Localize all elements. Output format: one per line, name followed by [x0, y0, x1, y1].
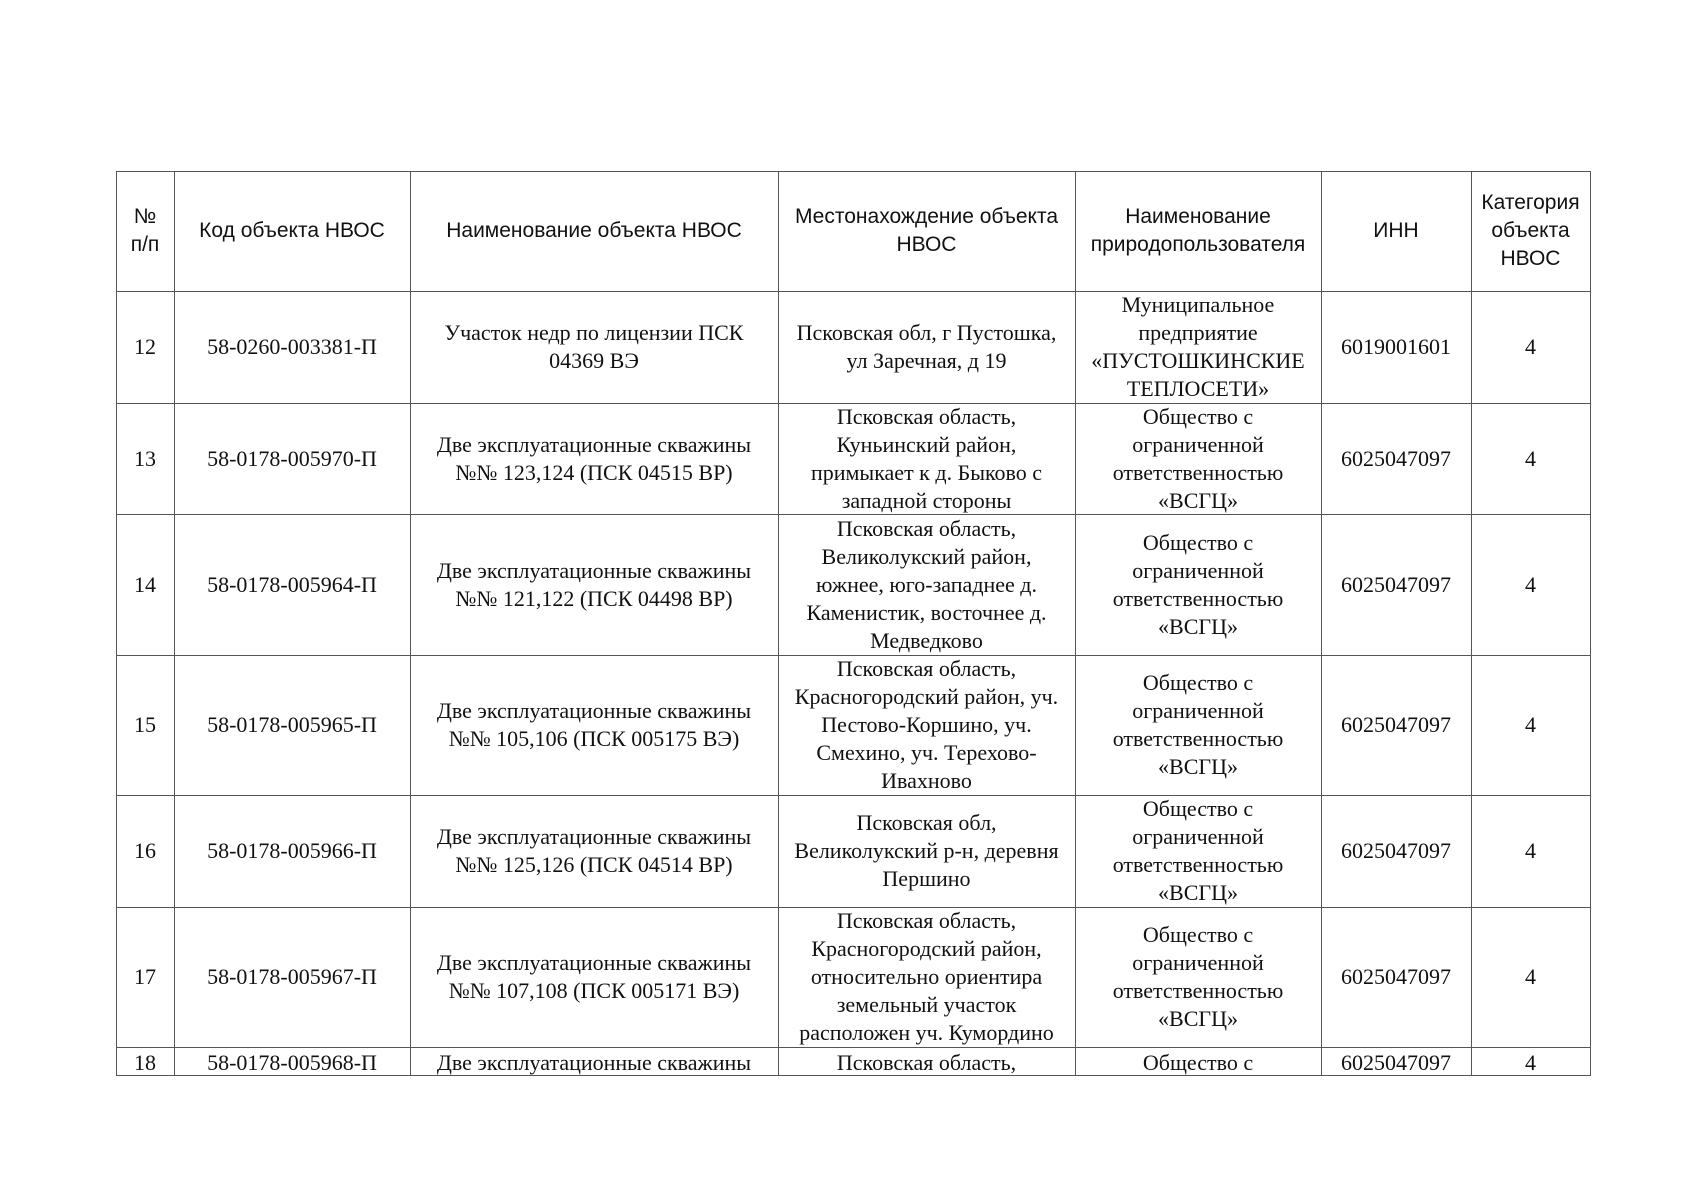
cell-user-line: ответственностью — [1112, 852, 1284, 877]
cell-location-line: Куньинский район, — [836, 431, 1017, 457]
cell-code-line: 58-0178-005964-П — [207, 571, 377, 597]
table-row-border — [116, 795, 1591, 796]
cell-code-line: 58-0178-005965-П — [207, 712, 377, 737]
cell-user — [1075, 514, 1321, 655]
cell-inn — [1321, 795, 1471, 907]
table-column-border — [174, 171, 175, 1076]
cell-user-line: Общество с — [1142, 670, 1254, 695]
cell-location-line: западной стороны — [841, 487, 1012, 513]
table-column-border — [1590, 171, 1591, 1076]
cell-category — [1471, 514, 1590, 655]
cell-user-line: «ВСГЦ» — [1158, 613, 1238, 639]
header-category — [1471, 171, 1590, 291]
header-code-line: Код объекта НВОС — [199, 219, 385, 242]
table-column-border — [116, 171, 117, 1076]
cell-code — [174, 795, 410, 907]
cell-object-name — [410, 1047, 778, 1075]
header-inn-line: ИНН — [1373, 219, 1419, 242]
cell-inn — [1321, 655, 1471, 795]
cell-user-line: предприятие — [1138, 320, 1258, 345]
cell-location-line: Медведково — [870, 627, 983, 653]
cell-location — [778, 795, 1075, 907]
cell-user-line: ТЕПЛОСЕТИ» — [1126, 376, 1270, 401]
cell-location-line: южнее, юго-западнее д. — [815, 571, 1038, 597]
cell-category — [1471, 907, 1590, 1047]
cell-user-line: «ВСГЦ» — [1158, 1006, 1238, 1031]
cell-user-line: ответственностью — [1112, 978, 1284, 1003]
cell-object-name — [410, 291, 778, 403]
cell-location-line: Псковская обл, г Пустошка, — [796, 320, 1057, 345]
cell-number — [116, 795, 174, 907]
cell-user — [1075, 907, 1321, 1047]
cell-location — [778, 291, 1075, 403]
cell-user-line: Общество с — [1142, 403, 1254, 429]
cell-user-line: ограниченной — [1132, 824, 1264, 849]
table-column-border — [1471, 171, 1472, 1076]
cell-inn-line: 6025047097 — [1341, 838, 1451, 863]
cell-user-line: Общество с — [1142, 529, 1254, 555]
cell-location-line: Ивахново — [881, 768, 972, 793]
cell-user — [1075, 1047, 1321, 1075]
table-row-border — [116, 403, 1591, 404]
header-user — [1075, 171, 1321, 291]
cell-object-name — [410, 795, 778, 907]
cell-user-line: «ВСГЦ» — [1158, 754, 1238, 779]
cell-location-line: Великолукский район, — [821, 543, 1032, 569]
cell-number-line: 18 — [134, 1050, 156, 1075]
cell-number — [116, 1047, 174, 1075]
cell-user-line: ограниченной — [1132, 431, 1264, 457]
cell-location-line: ул Заречная, д 19 — [846, 348, 1007, 373]
header-code — [174, 171, 410, 291]
cell-user-line: Общество с — [1142, 796, 1254, 821]
cell-user — [1075, 655, 1321, 795]
cell-number — [116, 403, 174, 514]
cell-inn — [1321, 403, 1471, 514]
table-row-border — [116, 291, 1591, 292]
header-category-line: Категория — [1481, 191, 1580, 214]
cell-inn-line: 6025047097 — [1341, 445, 1451, 471]
cell-user-line: «ВСГЦ» — [1158, 487, 1238, 513]
header-number-line: № — [133, 205, 157, 228]
cell-object-name-line: Две эксплуатационные скважины — [436, 431, 752, 457]
cell-object-name — [410, 907, 778, 1047]
cell-number-line: 16 — [134, 838, 156, 863]
cell-location-line: относительно ориентира — [810, 964, 1043, 989]
cell-user — [1075, 291, 1321, 403]
cell-location-line: примыкает к д. Быково с — [810, 459, 1043, 485]
cell-category — [1471, 403, 1590, 514]
cell-code — [174, 291, 410, 403]
table-row-border — [116, 655, 1591, 656]
table-row-border — [116, 907, 1591, 908]
cell-location — [778, 907, 1075, 1047]
cell-inn-line: 6025047097 — [1341, 712, 1451, 737]
cell-object-name-line: Участок недр по лицензии ПСК — [444, 320, 744, 345]
cell-location — [778, 1047, 1075, 1075]
cell-location-line: Пестово-Коршино, уч. — [821, 712, 1032, 737]
cell-category — [1471, 795, 1590, 907]
cell-inn-line: 6025047097 — [1341, 964, 1451, 989]
cell-number-line: 15 — [134, 712, 156, 737]
cell-user — [1075, 403, 1321, 514]
cell-location-line: Псковская область, — [836, 515, 1017, 541]
table-row-border — [116, 1075, 1591, 1076]
cell-number — [116, 655, 174, 795]
cell-category — [1471, 655, 1590, 795]
table-column-border — [1321, 171, 1322, 1076]
cell-user-line: «ПУСТОШКИНСКИЕ — [1091, 348, 1305, 373]
cell-user — [1075, 795, 1321, 907]
cell-object-name-line: 04369 ВЭ — [549, 348, 639, 373]
header-inn — [1321, 171, 1471, 291]
cell-location-line: Першино — [882, 866, 971, 891]
cell-number — [116, 291, 174, 403]
cell-location-line: Красногородский район, уч. — [794, 684, 1059, 709]
cell-object-name-line: Две эксплуатационные скважины — [436, 557, 752, 583]
cell-code-line: 58-0260-003381-П — [207, 334, 377, 359]
header-object-name — [410, 171, 778, 291]
cell-location-line: земельный участок — [836, 992, 1017, 1017]
cell-object-name-line: №№ 121,122 (ПСК 04498 ВР) — [455, 585, 733, 611]
header-number — [116, 171, 174, 291]
cell-user-line: ограниченной — [1132, 557, 1264, 583]
cell-inn-line: 6025047097 — [1341, 1050, 1451, 1075]
header-location — [778, 171, 1075, 291]
cell-number-line: 17 — [134, 964, 156, 989]
cell-code-line: 58-0178-005967-П — [207, 964, 377, 989]
cell-inn-line: 6019001601 — [1341, 334, 1451, 359]
cell-user-line: Общество с — [1142, 1050, 1254, 1075]
cell-object-name — [410, 655, 778, 795]
table-row-border — [116, 171, 1591, 172]
header-object-name-line: Наименование объекта НВОС — [446, 219, 742, 242]
cell-code-line: 58-0178-005968-П — [207, 1050, 377, 1075]
cell-object-name-line: №№ 105,106 (ПСК 005175 ВЭ) — [448, 726, 740, 751]
cell-location-line: Псковская область, — [836, 403, 1017, 429]
cell-user-line: ограниченной — [1132, 950, 1264, 975]
cell-category-line: 4 — [1525, 1050, 1536, 1075]
table-column-border — [778, 171, 779, 1076]
header-location-line: Местонахождение объекта — [794, 205, 1059, 228]
header-location-line: НВОС — [896, 233, 957, 256]
cell-inn — [1321, 1047, 1471, 1075]
cell-code — [174, 1047, 410, 1075]
cell-number-line: 13 — [134, 445, 156, 471]
cell-object-name-line: Две эксплуатационные скважины — [436, 824, 752, 849]
cell-category — [1471, 1047, 1590, 1075]
cell-user-line: ответственностью — [1112, 585, 1284, 611]
cell-user-line: ответственностью — [1112, 726, 1284, 751]
cell-category-line: 4 — [1525, 712, 1536, 737]
table-column-border — [1075, 171, 1076, 1076]
table-row-border — [116, 514, 1591, 515]
cell-user-line: Муниципальное — [1121, 292, 1275, 317]
cell-inn — [1321, 291, 1471, 403]
header-category-line: объекта — [1491, 219, 1570, 242]
cell-inn — [1321, 907, 1471, 1047]
cell-object-name — [410, 403, 778, 514]
cell-category — [1471, 291, 1590, 403]
table-row-border — [116, 1047, 1591, 1048]
cell-code-line: 58-0178-005970-П — [207, 445, 377, 471]
header-user-line: Наименование — [1125, 205, 1271, 228]
cell-location-line: Псковская область, — [836, 656, 1017, 681]
cell-object-name-line: Две эксплуатационные скважины — [436, 1050, 752, 1075]
cell-inn-line: 6025047097 — [1341, 571, 1451, 597]
cell-location-line: Псковская обл, — [856, 810, 997, 835]
header-category-line: НВОС — [1500, 247, 1561, 270]
cell-number — [116, 514, 174, 655]
cell-user-line: Общество с — [1142, 922, 1254, 947]
cell-number-line: 12 — [134, 334, 156, 359]
table-column-border — [410, 171, 411, 1076]
cell-user-line: ограниченной — [1132, 698, 1264, 723]
cell-location-line: Псковская область, — [836, 1050, 1017, 1075]
cell-object-name-line: №№ 107,108 (ПСК 005171 ВЭ) — [448, 978, 740, 1003]
cell-object-name-line: Две эксплуатационные скважины — [436, 698, 752, 723]
cell-category-line: 4 — [1525, 838, 1536, 863]
cell-location-line: Великолукский р-н, деревня — [794, 838, 1059, 863]
cell-code — [174, 907, 410, 1047]
cell-category-line: 4 — [1525, 445, 1536, 471]
cell-location-line: Красногородский район, — [811, 936, 1042, 961]
cell-location — [778, 655, 1075, 795]
cell-object-name-line: №№ 125,126 (ПСК 04514 ВР) — [455, 852, 733, 877]
cell-location-line: Псковская область, — [836, 908, 1017, 933]
cell-location — [778, 403, 1075, 514]
cell-category-line: 4 — [1525, 964, 1536, 989]
cell-category-line: 4 — [1525, 334, 1536, 359]
cell-location-line: расположен уч. Кумордино — [799, 1020, 1054, 1045]
header-number-line: п/п — [130, 233, 160, 256]
cell-user-line: «ВСГЦ» — [1158, 880, 1238, 905]
cell-location-line: Смехино, уч. Терехово- — [816, 740, 1037, 765]
cell-code — [174, 403, 410, 514]
cell-location — [778, 514, 1075, 655]
cell-object-name-line: Две эксплуатационные скважины — [436, 950, 752, 975]
header-user-line: природопользователя — [1090, 233, 1306, 256]
cell-code-line: 58-0178-005966-П — [207, 838, 377, 863]
cell-number-line: 14 — [134, 571, 156, 597]
cell-object-name-line: №№ 123,124 (ПСК 04515 ВР) — [455, 459, 733, 485]
cell-number — [116, 907, 174, 1047]
cell-category-line: 4 — [1525, 571, 1536, 597]
cell-object-name — [410, 514, 778, 655]
cell-user-line: ответственностью — [1112, 459, 1284, 485]
cell-location-line: Каменистик, восточнее д. — [806, 599, 1047, 625]
cell-code — [174, 655, 410, 795]
cell-inn — [1321, 514, 1471, 655]
cell-code — [174, 514, 410, 655]
